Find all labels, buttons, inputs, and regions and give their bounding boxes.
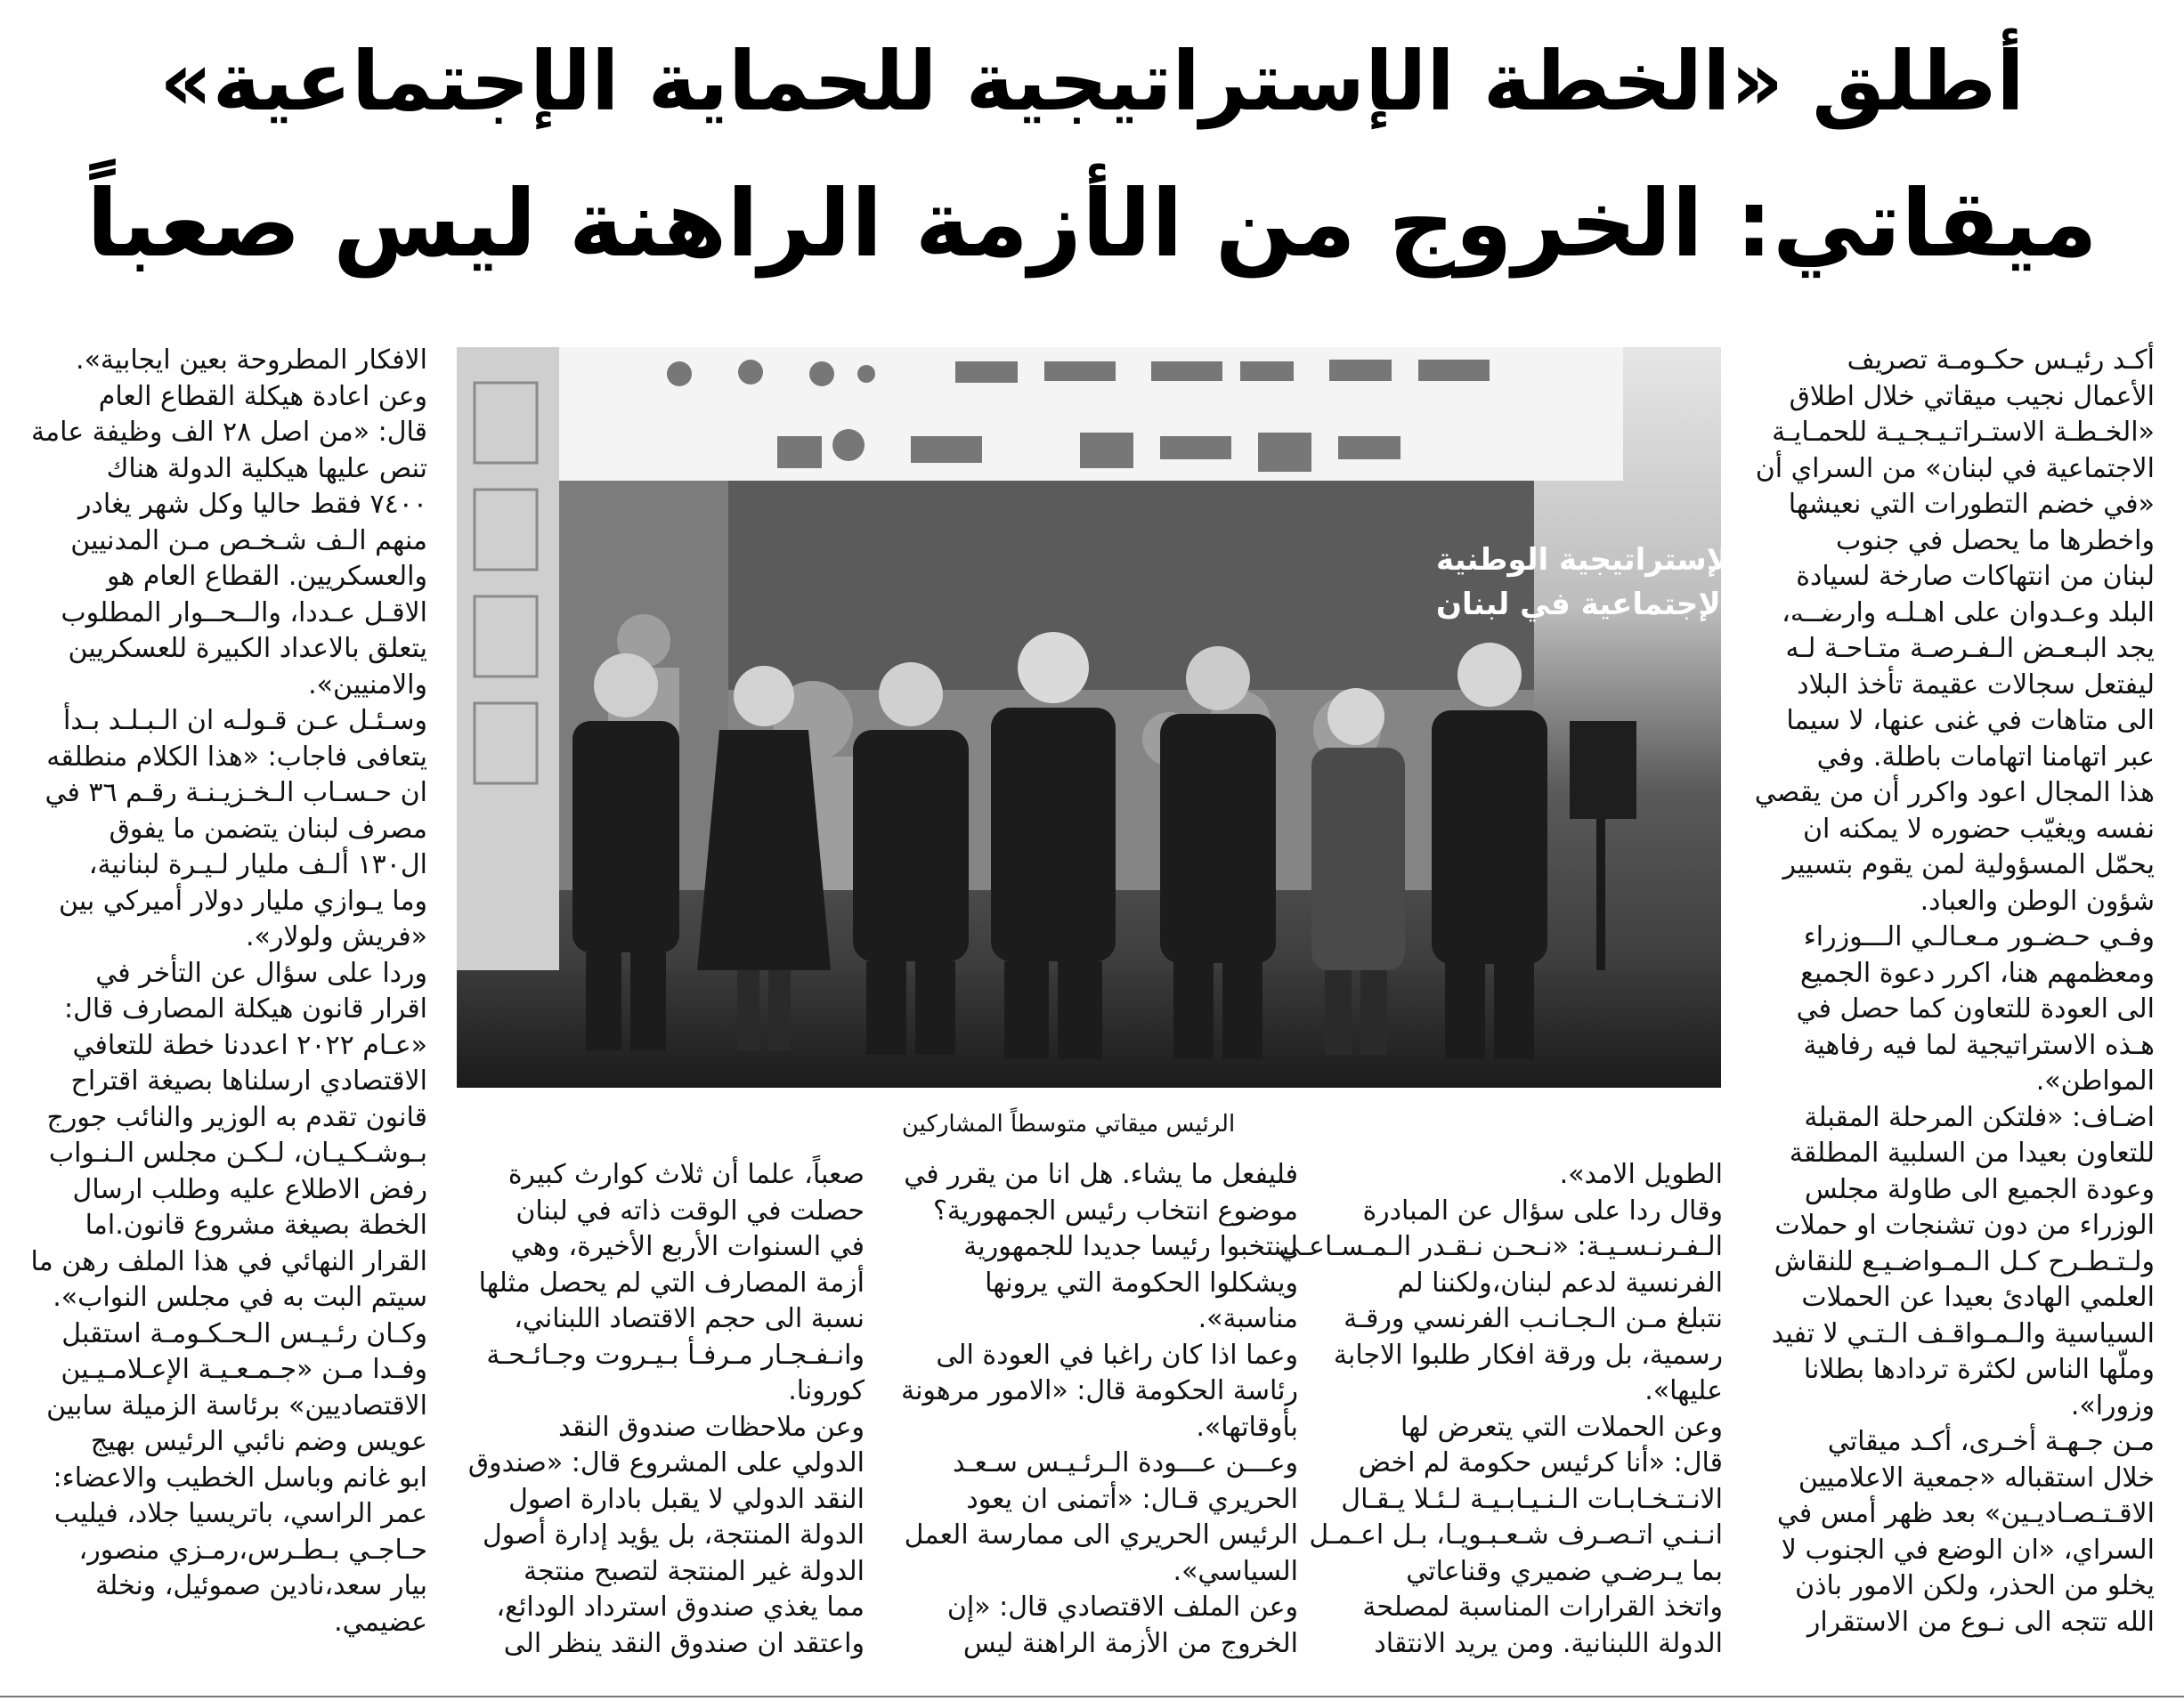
article-line: عليها». bbox=[1644, 1375, 1723, 1406]
article-line: الانـتـخـابـات الـنـيـابـيـة لـئـلا يـقـال bbox=[1341, 1483, 1723, 1515]
article-line: ومعظمهم هنا، اكرر دعوة الجميع bbox=[1800, 957, 2155, 989]
article-line: وعن الحملات التي يتعرض لها bbox=[1400, 1411, 1723, 1443]
article-line: البلد وعـدوان على اهـلـه وارضــه، bbox=[1782, 596, 2155, 628]
article-line: وفـدا مـن «جـمـعـيـة الإعـلامـيـين bbox=[61, 1354, 427, 1385]
article-line: موضوع انتخاب رئيس الجمهورية؟ bbox=[932, 1195, 1298, 1227]
article-line: ابو غانم وباسل الخطيب والاعضاء: bbox=[53, 1462, 427, 1494]
article-line: ولـتـطـرح كـل الـمـواضـيـع للنقاش bbox=[1774, 1245, 2155, 1277]
banner-text-1: الإستراتيجية الوطنية bbox=[1436, 542, 1740, 578]
article-line: نتبلغ مـن الـجـانـب الفرنسي ورقـة bbox=[1344, 1303, 1723, 1334]
article-line: ليفتعل سجالات عقيمة تأخذ البلاد bbox=[1797, 668, 2155, 701]
article-line: ان حـسـاب الـخـزيـنـة رقـم ٣٦ في bbox=[45, 777, 427, 808]
news-photo bbox=[457, 347, 1849, 1088]
article-line: وفـي حـضـور مـعـالـي الـــوزراء bbox=[1803, 921, 2155, 952]
article-line: الحريري قـال: «أتمنى ان يعود bbox=[966, 1483, 1298, 1515]
article-line: هـذه الاستراتيجية لما فيه رفاهية bbox=[1803, 1029, 2155, 1061]
article-line: السياسي». bbox=[1173, 1555, 1298, 1587]
article-line: يتعلق بالاعداد الكبيرة للعسكريين bbox=[68, 633, 427, 664]
article-line: فليفعل ما يشاء. هل انا من يقرر في bbox=[904, 1159, 1298, 1190]
article-line: نسبة الى حجم الاقتصاد اللبناني، bbox=[514, 1303, 865, 1334]
article-line: واخطرها ما يحصل في جنوب bbox=[1836, 524, 2155, 556]
article-line: الاقـل عـددا، والــحــوار المطلوب bbox=[61, 596, 427, 628]
article-line: لبنان من انتهاكات صارخة لسيادة bbox=[1796, 561, 2155, 592]
article-line: شؤون الوطن والعباد. bbox=[1920, 885, 2155, 917]
article-line: صعباً، علما أن ثلاث كوارث كبيرة bbox=[507, 1159, 865, 1190]
article-line: لينتخبوا رئيسا جديدا للجمهورية bbox=[963, 1231, 1298, 1262]
article-line: النقد الدولي لا يقبل بادارة اصول bbox=[508, 1483, 865, 1515]
article-line: الفرنسية لدعم لبنان،ولكننا لم bbox=[1397, 1267, 1723, 1299]
article-line: الافكار المطروحة بعين ايجابية». bbox=[76, 344, 427, 376]
article-line: الخطة بصيغة مشروع قانون.اما bbox=[85, 1210, 427, 1241]
article-line: خلال استقباله «جمعية الاعلاميين bbox=[1798, 1462, 2155, 1494]
article-line: عويس وضم نائبي الرئيس بهيج bbox=[90, 1426, 427, 1457]
article-line: والعسكريين. القطاع العام هو bbox=[107, 561, 427, 592]
article-line: منهم الـف شـخـص مـن المدنيين bbox=[70, 524, 427, 556]
photo-caption: الرئيس ميقاتي متوسطاً المشاركين bbox=[901, 1111, 1236, 1138]
article-line: «في خضم التطورات التي نعيشها bbox=[1788, 489, 2155, 520]
article-line: مـن جـهـة أخـرى، أكـد ميقاتي bbox=[1827, 1426, 2155, 1457]
article-line: وعن ملاحظات صندوق النقد bbox=[558, 1411, 865, 1443]
article-line: كورونا. bbox=[788, 1375, 865, 1406]
article-line: «عـام ٢٠٢٢ اعددنا خطة للتعافي bbox=[72, 1029, 427, 1061]
article-line: نفسه ويغيّب حضوره لا يمكنه ان bbox=[1802, 813, 2155, 845]
article-line: الرئيس الحريري الى ممارسة العمل bbox=[904, 1519, 1298, 1551]
article-line: وانـفـجـار مـرفـأ بـيـروت وجـائـحـة bbox=[486, 1339, 865, 1371]
article-line: بما يـرضـي ضميري وقناعاتي bbox=[1406, 1555, 1723, 1587]
article-column-right bbox=[1750, 343, 2155, 1687]
article-line: انـنـي اتـصـرف شـعـبـويـا، بـل اعـمـل bbox=[1309, 1519, 1723, 1551]
article-line: الاقتصادي ارسلناها بصيغة اقتراح bbox=[70, 1065, 427, 1097]
article-line: تنص عليها هيكلية الدولة هناك bbox=[106, 452, 427, 484]
article-line: للتعاون بعيدا من السلبية المطلقة bbox=[1789, 1138, 2155, 1169]
article-line: السراي، «ان الوضع في الجنوب لا bbox=[1781, 1534, 2155, 1566]
headline-main: ميقاتي: الخروج من الأزمة الراهنة ليس صعباً bbox=[86, 169, 2098, 278]
article-column-left bbox=[11, 343, 427, 1687]
article-line: مما يغذي صندوق استرداد الودائع، bbox=[496, 1592, 865, 1623]
article-line: «الخـطـة الاستـراتـيـجـيـة للحمـايـة bbox=[1772, 417, 2155, 448]
article-line: وكـان رئـيـس الـحـكـومـة استقبل bbox=[61, 1317, 427, 1349]
article-line: قانون تقدم به الوزير والنائب جورج bbox=[46, 1101, 427, 1133]
article-line: رئاسة الحكومة قال: «الامور مرهونة bbox=[900, 1375, 1298, 1406]
article-line: يحمّل المسؤولية لمن يقوم بتسيير bbox=[1782, 849, 2155, 880]
article-line: «فريش ولولار». bbox=[246, 921, 427, 952]
article-column-bottom-2 bbox=[890, 1157, 1298, 1673]
article-line: حـاجـي بـطـرس،رمـزي منصور، bbox=[78, 1534, 427, 1566]
article-line: الخروج من الأزمة الراهنة ليس bbox=[962, 1627, 1298, 1659]
article-line: الأعمال نجيب ميقاتي خلال اطلاق bbox=[1789, 380, 2155, 412]
article-line: الـفـرنـسـيـة: «نـحـن نـقـدر الـمـسـاعـي bbox=[1279, 1231, 1723, 1262]
article-line: وزورا». bbox=[2070, 1389, 2155, 1422]
article-column-bottom-3 bbox=[457, 1157, 865, 1673]
article-line: رفض الاطلاع عليه وطلب ارسال bbox=[72, 1173, 427, 1205]
article-line: قال: «من اصل ٢٨ الف وظيفة عامة bbox=[30, 417, 427, 448]
article-line: رسمية، بل ورقة افكار طلبوا الاجابة bbox=[1333, 1339, 1723, 1371]
article-line: الاقـتـصـاديـين» بعد ظهر أمس في bbox=[1776, 1498, 2155, 1529]
article-line: هذا المجال اعود واكرر أن من يقصي bbox=[1754, 777, 2155, 808]
article-line: الله تتجه الى نـوع من الاستقرار bbox=[1806, 1606, 2155, 1638]
article-line: بيار سعد،نادين صموئيل، ونخلة bbox=[94, 1570, 427, 1601]
article-line: وملّها الناس لكثرة تردادها بطلانا bbox=[1803, 1354, 2155, 1385]
article-column-bottom-1 bbox=[1279, 1157, 1723, 1673]
article-line: وعودة الجميع الى طاولة مجلس bbox=[1804, 1173, 2155, 1205]
article-line: مصرف لبنان يتضمن ما يفوق bbox=[109, 813, 427, 845]
article-line: اضـاف: «فلتكن المرحلة المقبلة bbox=[1804, 1101, 2155, 1133]
article-line: القرار النهائي في هذا الملف رهن ما bbox=[30, 1245, 427, 1277]
article-line: السياسية والـمـواقـف الـتـي لا تفيد bbox=[1771, 1317, 2155, 1349]
article-line: الى العودة للتعاون كما حصل في bbox=[1796, 993, 2155, 1025]
article-line: في السنوات الأربع الأخيرة، وهي bbox=[510, 1231, 865, 1262]
article-line: والامنيين». bbox=[308, 668, 427, 701]
article-line: الدولي على المشروع قال: «صندوق bbox=[467, 1447, 865, 1478]
article-line: عمر الراسي، باتريسيا جلاد، فيليب bbox=[53, 1498, 427, 1529]
article-line: الدولة المنتجة، بل يؤيد إدارة أصول bbox=[482, 1519, 865, 1551]
article-line: يتعافى فاجاب: «هذا الكلام منطلقه bbox=[46, 741, 427, 773]
article-line: ويشكلوا الحكومة التي يرونها bbox=[985, 1267, 1298, 1299]
article-line: يجد البـعـض الـفـرصـة متـاحـة لـه bbox=[1785, 633, 2155, 664]
article-line: أكـد رئيـس حكـومـة تصريف bbox=[1847, 344, 2155, 376]
headline-kicker: أطلق «الخطة الإستراتيجية للحماية الإجتماعية» bbox=[159, 34, 2025, 129]
article-line: وردا على سؤال عن التأخر في bbox=[95, 957, 427, 989]
article-line: العلمي الهادئ بعيدا عن الحملات bbox=[1801, 1282, 2155, 1313]
article-line: ٧٤٠٠ فقط حاليا وكل شهر يغادر bbox=[78, 489, 427, 520]
article-line: مناسبة». bbox=[1198, 1303, 1298, 1334]
article-line: الاقتصاديين» برئاسة الزميلة سابين bbox=[46, 1389, 427, 1422]
article-line: عضيمي. bbox=[334, 1606, 427, 1638]
article-line: المواطن». bbox=[2035, 1065, 2155, 1097]
article-line: وعـــن عـــودة الـرئـيـس سـعـد bbox=[952, 1447, 1298, 1478]
article-line: الوزراء من دون تشنجات او حملات bbox=[1774, 1210, 2155, 1241]
article-line: وعما اذا كان راغبا في العودة الى bbox=[936, 1339, 1298, 1371]
article-line: الاجتماعية في لبنان» من السراي أن bbox=[1755, 452, 2155, 484]
article-line: واتخذ القرارات المناسبة لمصلحة bbox=[1362, 1592, 1723, 1623]
article-line: بـوشـكـيـان، لـكـن مجلس الـنـواب bbox=[48, 1138, 427, 1169]
page-bottom-rule bbox=[0, 1696, 2184, 1697]
article-line: عبر اتهامنا اتهامات باطلة. وفي bbox=[1816, 741, 2155, 773]
article-line: واعتقد ان صندوق النقد ينظر الى bbox=[503, 1627, 865, 1659]
article-line: وعن اعادة هيكلة القطاع العام bbox=[98, 380, 427, 412]
article-line: حصلت في الوقت ذاته في لبنان bbox=[516, 1195, 865, 1227]
article-line: اقرار قانون هيكلة المصارف قال: bbox=[64, 993, 427, 1025]
article-line: الدولة اللبنانية. ومن يريد الانتقاد bbox=[1374, 1627, 1723, 1659]
article-line: وما يـوازي مليار دولار أميركي بين bbox=[59, 885, 427, 917]
article-line: سيتم البت به في مجلس النواب». bbox=[53, 1282, 427, 1313]
article-line: الى متاهات في غنى عنها، لا سيما bbox=[1786, 705, 2155, 736]
article-line: وعن الملف الاقتصادي قال: «إن bbox=[946, 1592, 1298, 1623]
article-line: ال١٣٠ ألـف مليار لـيـرة لبنانية، bbox=[88, 849, 427, 880]
article-line: وقال ردا على سؤال عن المبادرة bbox=[1362, 1195, 1723, 1227]
article-line: الطويل الامد». bbox=[1559, 1159, 1723, 1190]
article-line: أزمة المصارف التي لم يحصل مثلها bbox=[478, 1267, 865, 1299]
article-line: الدولة غير المنتجة لتصبح منتجة bbox=[524, 1555, 865, 1587]
article-line: وسـئـل عـن قـولـه ان الـبـلـد بـدأ bbox=[63, 705, 427, 736]
article-line: قال: «أنا كرئيس حكومة لم اخض bbox=[1358, 1447, 1723, 1478]
article-line: بأوقاتها». bbox=[1196, 1411, 1298, 1443]
article-line: يخلو من الحذر، ولكن الامور باذن bbox=[1795, 1570, 2155, 1601]
banner-text-2: للحماية الإجتماعية في لبنان bbox=[1436, 587, 1849, 622]
